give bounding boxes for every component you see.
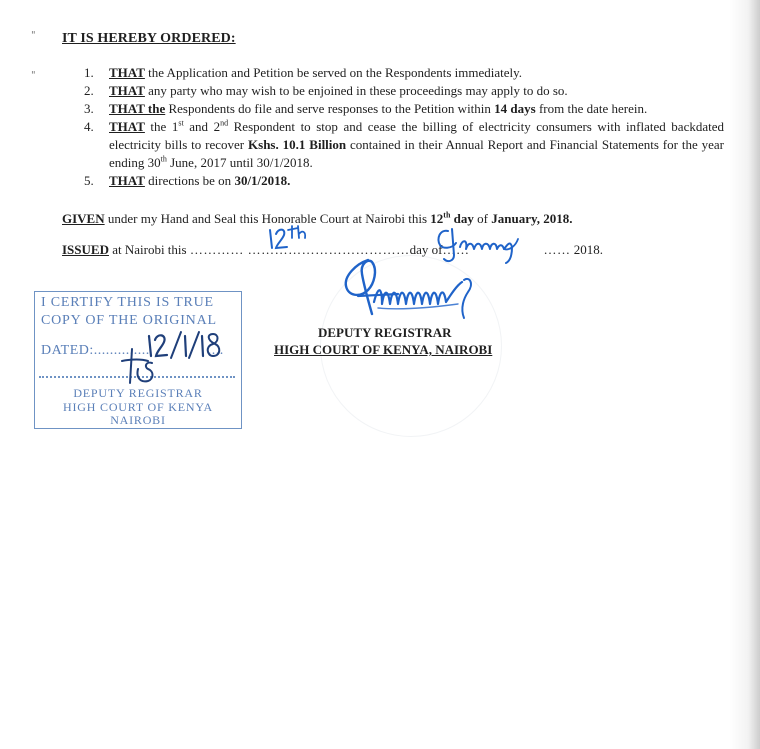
order-lead: THAT [109,119,145,134]
ordinal-suffix: st [178,118,184,128]
order-text: the Application and Petition be served on the Respondents immediately. [144,65,523,80]
order-item-4 [84,118,724,172]
issued-day-blank: ………… ……………………………… [189,242,410,257]
order-text: Respondent to stop and cease the billing of electricity consumers with inflated backdated electricity bills to recover [109,119,724,152]
stamp-initials-signature [118,347,162,389]
order-text: contained in their Annual Report and Financial Statements for the year ending 30 [109,137,724,170]
registrar-title: DEPUTY REGISTRAR [318,325,452,340]
issued-lead: ISSUED [62,242,109,257]
handwritten-issued-day [266,222,316,252]
stamp-line-2: COPY OF THE ORIGINAL [41,313,217,328]
order-item-3 [84,100,724,118]
given-month-year: January, 2018. [491,211,573,226]
order-number: 5. [84,173,94,188]
order-deadline: 14 days [494,101,536,116]
stamp-dated-blank: .............. [93,343,150,358]
order-text: June, 2017 until 30/1/2018. [166,155,313,170]
order-item-5 [84,172,724,190]
stamp-line-3: DEPUTY REGISTRAR [73,386,203,400]
order-number: 4. [84,119,94,134]
order-text: directions be on [144,173,235,188]
order-lead: THAT [109,83,145,98]
order-heading: IT IS HEREBY ORDERED: [62,31,236,46]
margin-mark: " [31,70,36,81]
order-lead: THAT the [109,101,166,116]
order-date: 30/1/2018. [234,173,291,188]
stamp-line-1: I CERTIFY THIS IS TRUE [41,295,214,310]
stamp-line-4: HIGH COURT OF KENYA [63,400,213,414]
order-lead: THAT [109,65,145,80]
stamp-dated-label: DATED: [41,343,94,358]
page-edge-shadow [748,0,760,749]
order-number: 3. [84,101,94,116]
order-amount: Kshs. 10.1 Billion [248,137,347,152]
issued-text: day of [409,242,443,257]
order-item-2 [84,82,724,100]
order-text: the 1 [144,119,179,134]
order-number: 2. [84,83,94,98]
order-lead: THAT [109,173,145,188]
issued-text: 2018. [570,242,603,257]
stamp-dated-blank: .... [207,343,224,358]
issued-text: at Nairobi this [108,242,190,257]
given-text: of [473,211,492,226]
issued-month-blank: …… [442,242,470,257]
order-list [84,64,724,190]
ordinal-suffix: th [443,210,451,220]
given-day-word: day [450,211,474,226]
registrar-court: HIGH COURT OF KENYA, NAIROBI [274,342,493,357]
stamp-line-5: NAIROBI [110,413,166,427]
order-text: from the date herein. [535,101,648,116]
order-number: 1. [84,65,94,80]
order-text: and 2 [183,119,221,134]
margin-mark: " [31,30,36,41]
registrar-signature [338,256,488,336]
order-item-1 [84,64,724,82]
ordinal-suffix: nd [220,118,229,128]
given-day: 12 [430,211,444,226]
order-text: any party who may wish to be enjoined in these proceedings may apply to do so. [144,83,568,98]
given-text: under my Hand and Seal this Honorable Court at Nairobi this [104,211,431,226]
order-text: Respondents do file and serve responses to the Petition within [165,101,495,116]
ordinal-suffix: th [160,154,167,164]
issued-month-blank: …… [543,242,571,257]
given-lead: GIVEN [62,211,105,226]
